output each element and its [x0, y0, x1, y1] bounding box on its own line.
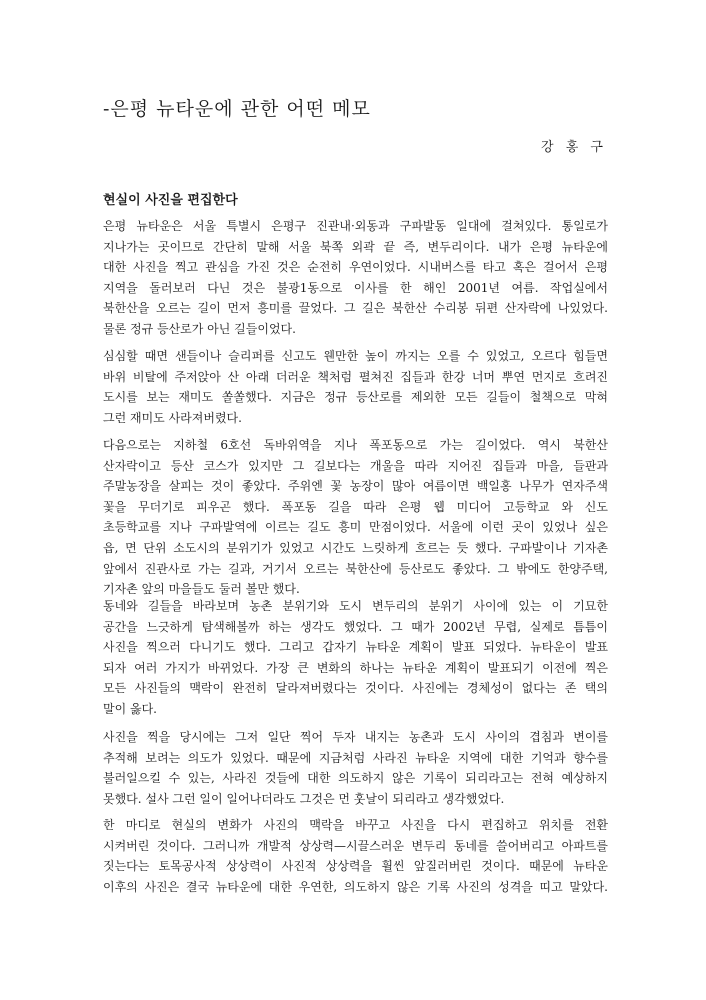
text-line: 시켜버린 것이다. 그러니까 개발적 상상력—시끌스러운 변두리 동네를 쓸어버리고 아파트를 — [103, 838, 608, 853]
text-line: 추적해 보려는 의도가 있었다. 때문에 지금처럼 사라진 뉴타운 지역에 대한 기억과 향수를 — [103, 750, 608, 765]
text-line: 산자락이고 등산 코스가 있지만 그 길보다는 개울을 따라 지어진 집들과 마을, 들판과 — [103, 458, 608, 473]
paragraph — [103, 435, 608, 600]
text-line: 도시를 보는 재미도 쏠쏠했다. 지금은 정규 등산로를 제외한 모든 길들이 철책으로 막혀 — [103, 390, 608, 405]
text-line: 모든 사진들의 맥락이 완전히 달라져버렸다는 것이다. 사진에는 경체성이 없다는 존 택의 — [103, 681, 608, 696]
text-line: 불러일으킬 수 있는, 사라진 것들에 대한 의도하지 않은 기록이 되리라고는 전혀 예상하지 — [103, 771, 608, 786]
text-line: 사진을 찍을 당시에는 그저 일단 찍어 두자 내지는 농촌과 도시 사이의 겹침과 변이를 — [103, 730, 608, 744]
text-line: 동네와 길들을 바라보며 농촌 분위기와 도시 변두리의 분위기 사이에 있는 이 기묘한 — [103, 599, 608, 613]
text-line: 이후의 사진은 결국 뉴타운에 대한 우연한, 의도하지 않은 기록 사진의 성격을 띠고 말았다. — [103, 879, 608, 894]
text-line: 초등학교를 지나 구파발역에 이르는 길도 흥미 만점이었다. 서울에 이런 곳이 있었나 싶은 — [103, 520, 608, 535]
author-name: 강 홍 구 — [541, 140, 607, 155]
text-line: 말이 옳다. — [103, 701, 157, 716]
text-line: 공간을 느긋하게 탐색해볼까 하는 생각도 했었다. 그 때가 2002년 무렵, 실제로 틈틈이 — [103, 619, 608, 634]
paragraph — [103, 727, 608, 809]
text-line: 꽃을 무더기로 피우곤 했다. 폭포동 길을 따라 은평 웹 미디어 고등학교 와 신도 — [103, 499, 608, 514]
text-line: 바위 비탈에 주저앉아 산 아래 더러운 책처럼 펼쳐진 집들과 한강 너머 뿌연 먼지로 흐려진 — [103, 369, 608, 384]
text-line: 다음으로는 지하철 6호선 독바위역을 지나 폭포동으로 가는 길이었다. 역시 북한산 — [103, 438, 608, 452]
text-line: 은평 뉴타운은 서울 특별시 은평구 진관내·외동과 구파발동 일대에 걸쳐있다. 통일로가 — [103, 219, 608, 233]
paragraph — [103, 815, 608, 897]
text-line: 한 마디로 현실의 변화가 사진의 맥락을 바꾸고 사진을 다시 편집하고 위치를 전환 — [103, 818, 608, 832]
text-line: 물론 정규 등산로가 아닌 길들이었다. — [103, 321, 296, 336]
text-line: 심심할 때면 샌들이나 슬리퍼를 신고도 웬만한 높이 까지는 오를 수 있었고, 오르다 힘들면 — [103, 349, 608, 363]
text-line: 읍, 면 단위 소도시의 분위기가 있었고 시간도 느릿하게 흐르는 듯 했다. 구파발이나 기자촌 — [103, 540, 608, 555]
text-line: 지나가는 곳이므로 간단히 말해 서울 북쪽 외곽 끝 즉, 변두리이다. 내가 은평 뉴타운에 — [103, 239, 608, 254]
section-heading: 현실이 사진을 편집한다 — [103, 193, 238, 208]
paragraph — [103, 596, 608, 720]
text-line: 북한산을 오르는 길이 먼저 흥미를 끌었다. 그 길은 북한산 수리봉 뒤편 산자락에 나있었다. — [103, 301, 608, 316]
text-line: 짓는다는 토목공사적 상상력이 사진적 상상력을 휠씬 앞질러버린 것이다. 때문에 뉴타운 — [103, 859, 608, 874]
text-line: 사진을 찍으러 다니기도 했다. 그리고 갑자기 뉴타운 계획이 발표 되었다. 뉴타운이 발표 — [103, 640, 608, 655]
text-line: 못했다. 설사 그런 일이 일어나더라도 그것은 먼 훗날이 되리라고 생각했었다. — [103, 791, 505, 806]
text-line: 되자 여러 가지가 바뀌었다. 가장 큰 변화의 하나는 뉴타운 계획이 발표되기 이전에 찍은 — [103, 660, 608, 675]
text-line: 지역을 돌러보러 다닌 것은 불광1동으로 이사를 한 해인 2001년 여름. 작업실에서 — [103, 280, 608, 295]
text-line: 앞에서 진관사로 가는 길과, 거기서 오르는 북한산에 등산로도 좋았다. 그 밖에도 한양주택, — [103, 561, 608, 576]
paragraph — [103, 346, 608, 428]
paragraph — [103, 216, 608, 340]
text-line: 주말농장을 살피는 것이 좋았다. 주위엔 꽃 농장이 많아 여름이면 백일홍 나무가 연자주색 — [103, 479, 608, 494]
document-title: -은평 뉴타운에 관한 어떤 메모 — [103, 98, 371, 120]
text-line: 그런 재미도 사라져버렸다. — [103, 410, 242, 425]
text-line: 기자촌 앞의 마을들도 둘러 볼만 했다. — [103, 582, 300, 597]
text-line: 대한 사진을 찍고 관심을 가진 것은 순전히 우연이었다. 시내버스를 타고 혹은 걸어서 은평 — [103, 260, 608, 275]
